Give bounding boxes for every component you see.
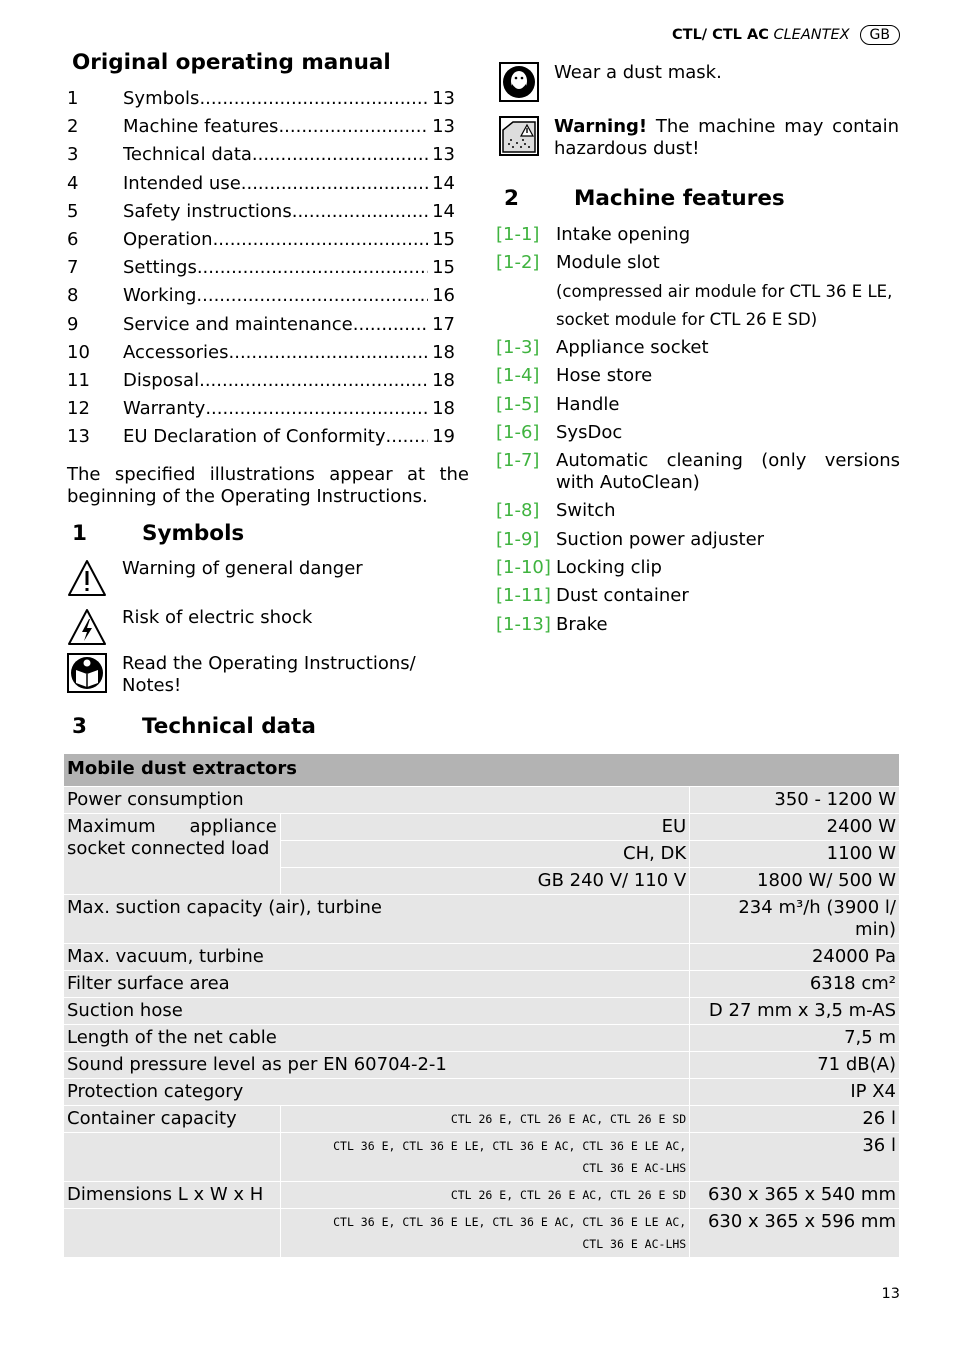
feature-ref: [1-3] bbox=[496, 337, 540, 359]
feature-label: SysDoc bbox=[556, 422, 623, 444]
toc-page: 14 bbox=[432, 200, 455, 222]
page-number: 13 bbox=[881, 1286, 900, 1302]
toc-leader bbox=[197, 257, 428, 285]
feature-label: Automatic cleaning (only versions with AutoClean) bbox=[556, 450, 900, 494]
toc-page: 17 bbox=[432, 313, 455, 335]
table-row: CTL 36 E, CTL 36 E LE, CTL 36 E AC, CTL 36 E LE AC, CTL 36 E AC-LHS 630 x 365 x 596 mm bbox=[64, 1209, 900, 1258]
table-row: Protection category IP X4 bbox=[64, 1079, 900, 1106]
toc-entry[interactable] bbox=[67, 314, 455, 342]
feature-item bbox=[496, 365, 900, 393]
toc-leader bbox=[196, 285, 428, 313]
feature-label: Intake opening bbox=[556, 224, 691, 245]
toc-leader bbox=[213, 229, 429, 257]
feature-item bbox=[496, 614, 900, 642]
manual-title: Original operating manual bbox=[72, 50, 391, 75]
feature-list bbox=[496, 224, 900, 642]
table-row: Max. vacuum, turbine 24000 Pa bbox=[64, 944, 900, 971]
toc-number: 1 bbox=[67, 88, 79, 109]
toc-entry[interactable] bbox=[67, 257, 455, 285]
toc-label: Machine features bbox=[123, 116, 279, 138]
feature-ref: [1-13] bbox=[496, 613, 551, 635]
toc-number: 10 bbox=[67, 341, 90, 363]
toc-page: 13 bbox=[432, 88, 455, 109]
toc-page: 14 bbox=[432, 172, 455, 194]
toc-entry[interactable] bbox=[67, 370, 455, 398]
warning-label: Warning! bbox=[554, 116, 648, 137]
symbol-electric-shock: Risk of electric shock bbox=[67, 607, 457, 647]
symbol-dust-mask: Wear a dust mask. bbox=[499, 62, 899, 102]
table-row: Filter surface area 6318 cm² bbox=[64, 971, 900, 998]
toc-entry[interactable] bbox=[67, 173, 455, 201]
toc-number: 7 bbox=[67, 257, 79, 279]
table-row: Max. suction capacity (air), turbine 234 m³/h (3900 l/ min) bbox=[64, 895, 900, 944]
toc-label: Warranty bbox=[123, 398, 206, 420]
feature-item bbox=[496, 252, 900, 280]
feature-item bbox=[496, 394, 900, 422]
table-row: CTL 36 E, CTL 36 E LE, CTL 36 E AC, CTL 36 E LE AC, CTL 36 E AC-LHS 36 l bbox=[64, 1133, 900, 1182]
symbol-hazardous-dust bbox=[499, 116, 899, 160]
toc-page: 18 bbox=[432, 369, 455, 391]
feature-item bbox=[496, 281, 900, 309]
toc-entry[interactable] bbox=[67, 285, 455, 313]
toc-entry[interactable] bbox=[67, 88, 455, 116]
toc-number: 8 bbox=[67, 285, 79, 307]
toc-label: Settings bbox=[123, 257, 197, 279]
feature-ref bbox=[496, 309, 556, 337]
hazardous-dust-text: The machine may contain hazardous dust! bbox=[554, 116, 899, 159]
dust-mask-icon bbox=[499, 62, 539, 102]
feature-label: Appliance socket bbox=[556, 337, 709, 359]
toc-leader bbox=[199, 370, 428, 398]
toc-page: 13 bbox=[432, 144, 455, 166]
feature-ref: [1-1] bbox=[496, 224, 540, 245]
feature-label: Locking clip bbox=[556, 556, 662, 578]
section-1-heading: 1 Symbols bbox=[72, 521, 245, 546]
toc-number: 4 bbox=[67, 172, 79, 194]
toc-entry[interactable] bbox=[67, 201, 455, 229]
toc-page: 18 bbox=[432, 341, 455, 363]
toc-number: 5 bbox=[67, 200, 79, 222]
toc-number: 6 bbox=[67, 228, 79, 250]
toc-leader bbox=[292, 201, 428, 229]
table-row: Suction hose D 27 mm x 3,5 m-AS bbox=[64, 998, 900, 1025]
table-row: Dimensions L x W x H CTL 26 E, CTL 26 E AC, CTL 26 E SD 630 x 365 x 540 mm bbox=[64, 1182, 900, 1209]
toc-label: Disposal bbox=[123, 369, 200, 391]
toc-label: EU Declaration of Conformity bbox=[123, 426, 386, 448]
table-row bbox=[64, 754, 900, 787]
toc-page: 15 bbox=[432, 228, 455, 250]
header-product: CTL/ CTL AC bbox=[672, 27, 769, 43]
toc-entry[interactable] bbox=[67, 426, 455, 454]
feature-ref bbox=[496, 281, 556, 309]
feature-label: Hose store bbox=[556, 365, 653, 387]
toc-number: 11 bbox=[67, 369, 90, 391]
feature-ref: [1-11] bbox=[496, 585, 551, 607]
toc-leader bbox=[241, 173, 428, 201]
feature-item bbox=[496, 224, 900, 252]
symbol-general-danger: Warning of general danger bbox=[67, 558, 457, 598]
feature-ref: [1-5] bbox=[496, 393, 540, 415]
toc-leader bbox=[278, 116, 428, 144]
toc-leader bbox=[229, 342, 429, 370]
toc-page: 18 bbox=[432, 398, 455, 420]
toc-number: 2 bbox=[67, 116, 79, 138]
toc-number: 13 bbox=[67, 426, 90, 448]
feature-ref: [1-6] bbox=[496, 422, 540, 444]
toc-number: 12 bbox=[67, 398, 90, 420]
hazardous-dust-icon bbox=[499, 116, 539, 156]
toc-leader bbox=[386, 426, 429, 454]
toc-page: 15 bbox=[432, 257, 455, 279]
feature-item bbox=[496, 422, 900, 450]
toc-leader bbox=[353, 314, 428, 342]
feature-ref: [1-2] bbox=[496, 252, 540, 274]
feature-label: Suction power adjuster bbox=[556, 528, 765, 550]
toc-label: Working bbox=[123, 285, 197, 307]
feature-label: Module slot bbox=[556, 252, 660, 274]
toc-entry[interactable] bbox=[67, 342, 455, 370]
toc-label: Accessories bbox=[123, 341, 229, 363]
toc-entry[interactable] bbox=[67, 398, 455, 426]
feature-item bbox=[496, 500, 900, 528]
toc-number: 3 bbox=[67, 144, 79, 166]
feature-label: Switch bbox=[556, 500, 616, 522]
toc-label: Technical data bbox=[123, 144, 252, 166]
table-row: Container capacity CTL 26 E, CTL 26 E AC, CTL 26 E SD 26 l bbox=[64, 1106, 900, 1133]
feature-label: Dust container bbox=[556, 585, 689, 607]
table-row: Power consumption 350 - 1200 W bbox=[64, 787, 900, 814]
feature-ref: [1-8] bbox=[496, 500, 540, 522]
toc-label: Service and maintenance bbox=[123, 313, 353, 335]
toc-number: 9 bbox=[67, 313, 79, 335]
country-badge: GB bbox=[860, 25, 900, 45]
warning-triangle-icon bbox=[67, 558, 107, 598]
feature-item bbox=[496, 585, 900, 613]
table-of-contents bbox=[67, 88, 455, 454]
feature-item bbox=[496, 557, 900, 585]
toc-label: Symbols bbox=[123, 88, 200, 109]
toc-entry[interactable] bbox=[67, 229, 455, 257]
feature-label: Handle bbox=[556, 393, 620, 415]
toc-label: Intended use bbox=[123, 172, 241, 194]
feature-item bbox=[496, 529, 900, 557]
lightning-warning-icon bbox=[67, 607, 107, 647]
read-manual-icon bbox=[67, 653, 107, 693]
feature-label: (compressed air module for CTL 36 E LE, bbox=[556, 281, 893, 301]
feature-label: Brake bbox=[556, 613, 608, 635]
feature-item bbox=[496, 450, 900, 494]
toc-leader bbox=[199, 88, 428, 116]
table-row: Sound pressure level as per EN 60704-2-1 71 dB(A) bbox=[64, 1052, 900, 1079]
section-3-heading: 3 Technical data bbox=[72, 714, 316, 739]
toc-label: Operation bbox=[123, 228, 213, 250]
toc-page: 16 bbox=[432, 285, 455, 307]
toc-entry[interactable] bbox=[67, 116, 455, 144]
section-2-heading: 2 Machine features bbox=[504, 186, 785, 211]
table-row: Length of the net cable 7,5 m bbox=[64, 1025, 900, 1052]
toc-page: 19 bbox=[432, 426, 455, 448]
feature-ref: [1-9] bbox=[496, 528, 540, 550]
feature-label: socket module for CTL 26 E SD) bbox=[556, 309, 818, 329]
toc-label: Safety instructions bbox=[123, 200, 292, 222]
table-row: Maximum appliance socket connected load EU 2400 W bbox=[64, 814, 900, 841]
feature-item bbox=[496, 337, 900, 365]
header-product-italic: CLEANTEX bbox=[773, 27, 850, 43]
technical-data-table bbox=[63, 753, 900, 1258]
table-row: CH, DK 1100 W bbox=[64, 841, 900, 868]
toc-leader bbox=[205, 398, 428, 426]
toc-entry[interactable] bbox=[67, 144, 455, 172]
page-header bbox=[672, 25, 900, 45]
intro-text: The specified illustrations appear at the beginning of the Operating Instructions. bbox=[67, 464, 469, 507]
symbol-read-instructions: Read the Operating Instructions/ Notes! bbox=[67, 653, 457, 697]
table-row: GB 240 V/ 110 V 1800 W/ 500 W bbox=[64, 868, 900, 895]
feature-item bbox=[496, 309, 900, 337]
toc-leader bbox=[252, 144, 428, 172]
feature-ref: [1-10] bbox=[496, 556, 551, 578]
feature-ref: [1-7] bbox=[496, 450, 540, 472]
table-heading: Mobile dust extractors bbox=[64, 754, 900, 787]
toc-page: 13 bbox=[432, 116, 455, 138]
feature-ref: [1-4] bbox=[496, 365, 540, 387]
